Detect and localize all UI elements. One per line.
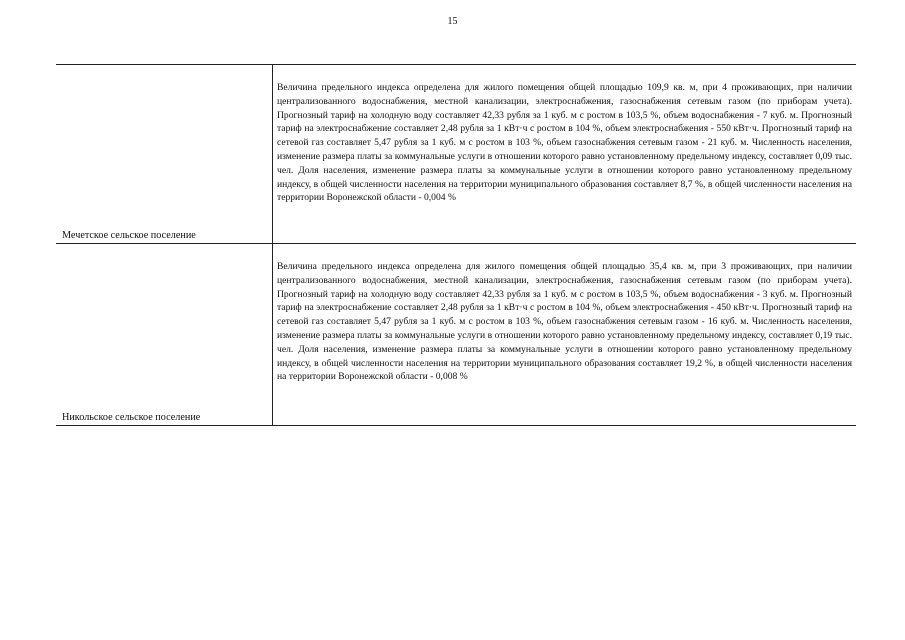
table-row — [56, 244, 856, 426]
settlement-name: Мечетское сельское поселение — [62, 230, 196, 241]
settlements-table — [56, 64, 856, 426]
settlement-description: Величина предельного индекса определена для жилого помещения общей площадью 35,4 кв. м, при 3 проживающих, при наличии централизованного водоснабжения, местной канализации, электроснабжения, газоснабжения сетевым газом (по приборам учета). Прогнозный тариф на холодную воду составляет 42,33 рубля за 1 куб. м с ростом в 103,5 %, объем водоснабжения - 3 куб. м. Прогнозный тариф на электроснабжение составляет 2,48 рубля за 1 кВт·ч с ростом в 104 %, объем электроснабжения - 450 кВт·ч. Прогнозный тариф на сетевой газ составляет 5,47 рубля за 1 куб. м с ростом в 103 %, объем газоснабжения сетевым газом - 16 куб. м. Численность населения, изменение размера платы за коммунальные услуги в отношении которого равно установленному предельному индексу, составляет 0,19 тыс. чел. Доля населения, изменение размера платы за коммунальные услуги в отношении которого равно установленному предельному индексу, в общей численности населения на территории муниципального образования составляет 19,2 %, в общей численности населения на территории Воронежской области - 0,008 % — [277, 261, 852, 383]
settlement-name-cell — [56, 244, 273, 425]
settlement-description: Величина предельного индекса определена для жилого помещения общей площадью 109,9 кв. м, при 4 проживающих, при наличии централизованного водоснабжения, местной канализации, электроснабжения, газоснабжения сетевым газом (по приборам учета). Прогнозный тариф на холодную воду составляет 42,33 рубля за 1 куб. м с ростом в 103,5 %, объем водоснабжения - 7 куб. м. Прогнозный тариф на электроснабжение составляет 2,48 рубля за 1 кВт·ч с ростом в 104 %, объем электроснабжения - 550 кВт·ч. Прогнозный тариф на сетевой газ составляет 5,47 рубля за 1 куб. м с ростом в 103 %, объем газоснабжения сетевым газом - 21 куб. м. Численность населения, изменение размера платы за коммунальные услуги в отношении которого равно установленному предельному индексу, составляет 0,09 тыс. чел. Доля населения, изменение размера платы за коммунальные услуги в отношении которого равно установленному предельному индексу, в общей численности населения на территории муниципального образования составляет 8,7 %, в общей численности населения на территории Воронежской области - 0,004 % — [277, 82, 852, 204]
table-row — [56, 65, 856, 244]
page-number: 15 — [447, 16, 458, 27]
settlement-name-cell — [56, 65, 273, 243]
settlement-name: Никольское сельское поселение — [62, 412, 201, 423]
